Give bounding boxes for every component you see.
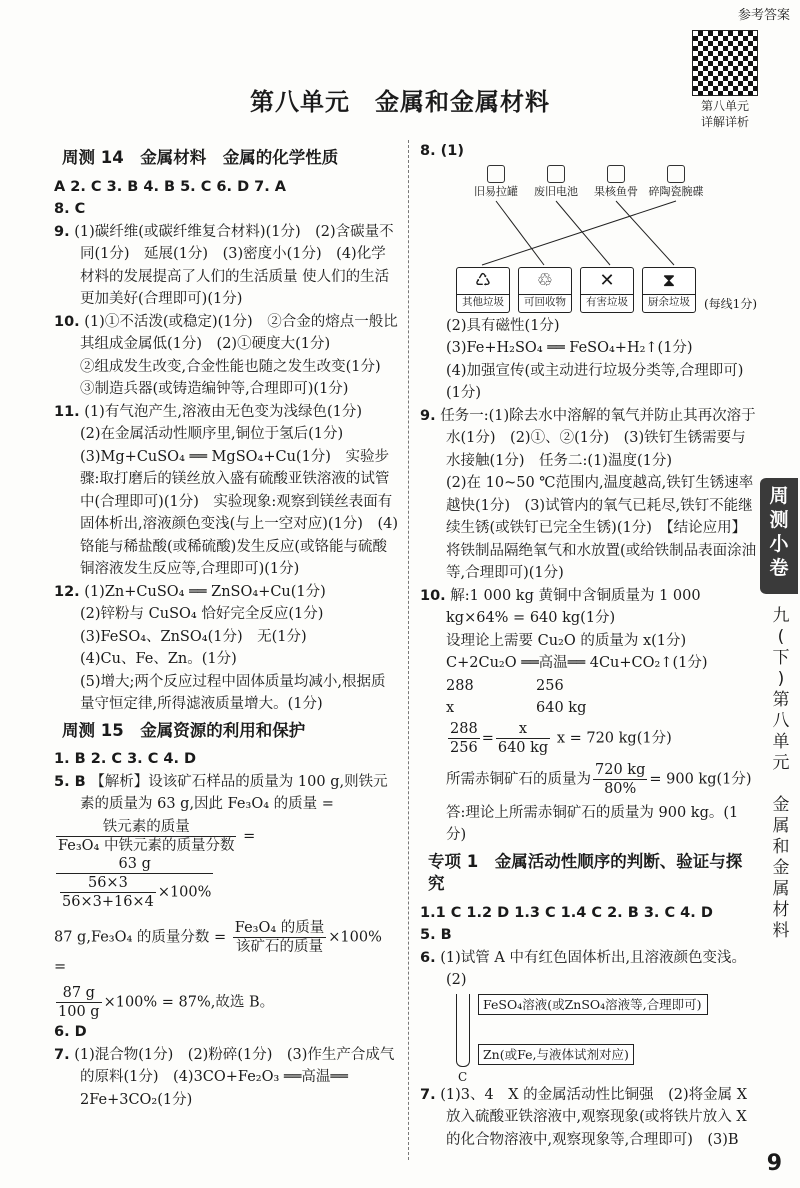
bin-recyclable: ♲ 可回收物 — [518, 267, 572, 313]
answer-item — [420, 585, 758, 630]
answer-text: 任务一:(1)除去水中溶解的氧气并防止其再次溶于水(1分) (2)①、②(1分) (3)铁钉生锈需要与水接触(1分) 任务二:(1)温度(1分) — [440, 407, 756, 469]
test-tube-icon — [456, 994, 470, 1067]
vertical-side-label: 九 ( 下 ) 第 八 单 元 金 属 和 金 属 材 料 — [772, 606, 790, 941]
question-number: 9. — [54, 223, 70, 240]
answer-text: 解:1 000 kg 黄铜中含铜质量为 1 000 kg×64% = 640 kg(1分) — [446, 587, 701, 626]
fraction-line-1: $\frac{\text{铁元素的质量}}{\text{Fe₃O₄ 中铁元素的质量分数}}$ = 63 g $\frac{56\times 3}{56\times 3+16\times 4}$ ×100% — [58, 818, 256, 910]
sorting-diagram — [454, 165, 758, 315]
answer-text: (1)Zn+CuSO₄ ══ ZnSO₄+Cu(1分) — [84, 583, 326, 600]
battery-icon — [547, 165, 565, 183]
qr-caption-line: 详解详析 — [700, 115, 749, 129]
answer-text: (1)碳纤维(或碳纤维复合材料)(1分) (2)含碳量不同(1分) 延展(1分) (3)密度小(1分) (4)化学材料的发展提高了人们的生活质量 使人们的生活更加美好(合理即可)(1分) — [74, 223, 394, 307]
answer-line: 答:理论上所需赤铜矿石的质量为 900 kg。(1分) — [446, 804, 739, 843]
answer-line: 6. D — [54, 1024, 87, 1040]
page-title: 第八单元 金属和金属材料 — [250, 88, 550, 116]
question-number: 5. B — [54, 773, 86, 790]
answer-continuation: (3)FeSO₄、ZnSO₄(1分) 无(1分) — [80, 628, 307, 645]
bin-other: ♺ 其他垃圾 — [456, 267, 510, 313]
question-number: 12. — [54, 583, 80, 600]
ceramic-icon — [667, 165, 685, 183]
question-number: 6. — [420, 949, 436, 966]
answer-item — [420, 1084, 758, 1152]
answer-line: A 2. C 3. B 4. B 5. C 6. D 7. A — [54, 178, 287, 195]
answer-line: 1. B 2. C 3. C 4. D — [54, 751, 197, 767]
answer-text: (1)试管 A 中有红色固体析出,且溶液颜色变浅。 — [440, 949, 747, 966]
section-heading: 周测 15 金属资源的利用和保护 — [62, 720, 306, 740]
question-number: 11. — [54, 403, 80, 420]
item-can: 旧易拉罐 — [466, 165, 526, 199]
answer-item — [54, 221, 398, 311]
column-divider — [408, 140, 409, 1160]
page-number: 9 — [766, 1151, 782, 1176]
answer-text: (1)有气泡产生,溶液由无色变为浅绿色(1分) — [84, 403, 362, 420]
ratio-line: $\frac{288}{256}$ = $\frac{x}{640 kg}$ x = 720 kg(1分) — [450, 720, 672, 756]
question-number: 9. — [420, 407, 436, 424]
bin-hazardous: ✕ 有害垃圾 — [580, 267, 634, 313]
tube-c-label: C — [458, 1069, 468, 1084]
answer-text: 【解析】设该矿石样品的质量为 100 g,则铁元素的质量为 63 g,因此 Fe₃O₄ 的质量 = — [80, 773, 388, 812]
match-line — [482, 201, 676, 265]
solution-label: FeSO₄溶液(或ZnSO₄溶液等,合理即可) — [478, 994, 708, 1015]
match-line — [556, 201, 610, 265]
answer-continuation: (2) — [446, 972, 467, 988]
answer-item — [54, 581, 398, 604]
answer-line: 5. B — [420, 927, 452, 943]
answer-continuation: ③制造兵器(或铸造编钟等,合理即可)(1分) — [80, 381, 349, 397]
item-fishbone: 果核鱼骨 — [586, 165, 646, 199]
right-answers-3 — [420, 1084, 758, 1152]
answer-continuation: (3)Fe+H₂SO₄ ══ FeSO₄+H₂↑(1分) — [446, 340, 693, 356]
hazard-icon: ✕ — [599, 269, 615, 291]
section-heading: 周测 14 金属材料 金属的化学性质 — [62, 148, 339, 167]
can-icon — [487, 165, 505, 183]
answer-item — [420, 947, 758, 970]
answer-continuation: (4)加强宣传(或主动进行垃圾分类等,合理即可)(1分) — [446, 362, 744, 401]
equation: C+2Cu₂O ══高温══ 4Cu+CO₂↑(1分) — [446, 655, 708, 671]
right-answers-2 — [420, 851, 758, 992]
answer-item — [54, 771, 398, 816]
per-line-note: (每线1分) — [704, 296, 757, 311]
bin-kitchen: ⧗ 厨余垃圾 — [642, 267, 696, 313]
answer-continuation: 设理论上需要 Cu₂O 的质量为 x(1分) — [446, 632, 687, 649]
equation-block — [420, 652, 758, 847]
answer-continuation: ②组成发生改变,合金性能也随之发生改变(1分) — [80, 358, 381, 375]
item-ceramic: 碎陶瓷腕碟 — [646, 165, 706, 199]
answer-text: (1)3、4 X 的金属活动性比铜强 (2)将金属 X 放入硫酸亚铁溶液中,观察现象(或将铁片放入 X 的化合物溶液中,观察现象等,合理即可) (3)B — [440, 1086, 748, 1148]
equation-row: x 640 kg — [446, 700, 587, 716]
answer-line: 8. C — [54, 201, 86, 217]
answer-text: (1)①不活泼(或稳定)(1分) ②合金的熔点一般比其组成金属低(1分) (2)①硬度大(1分) — [80, 313, 398, 352]
metal-label: Zn(或Fe,与液体试剂对应) — [478, 1044, 634, 1065]
test-tube-diagram — [456, 992, 758, 1084]
left-answers — [54, 147, 398, 816]
recycle-icon: ♲ — [536, 269, 554, 291]
fraction-line-3: $\frac{87 g}{100 g}$ ×100% = 87%,故选 B。 — [58, 985, 275, 1020]
match-line — [616, 201, 674, 265]
answer-item — [54, 1044, 398, 1112]
answer-continuation: (5)增大;两个反应过程中固体质量均减小,根据质量守恒定律,所得滤液质量增大。(1分) — [80, 673, 386, 712]
answer-continuation: (2)在 10~50 ℃范围内,温度越高,铁钉生锈速率越快(1分) (3)试管内的氧气已耗尽,铁钉不能继续生锈(或铁钉已完全生锈)(1分) 【结论应用】将铁制品隔绝氧气和水放置(或给铁制品表面涂油等,合理即可)(1分) — [446, 475, 757, 581]
question-number: 7. — [420, 1086, 436, 1103]
answer-continuation: (2)具有磁性(1分) — [446, 317, 560, 334]
ore-line: 所需赤铜矿石的质量为 $\frac{720 kg}{80\%}$ = 900 kg(1分) — [446, 761, 752, 797]
left-column — [54, 143, 398, 1111]
equation-row: 288 256 — [446, 677, 564, 694]
question-number: 10. — [54, 313, 80, 330]
hourglass-icon: ⧗ — [662, 269, 676, 291]
answer-continuation: (2)锌粉与 CuSO₄ 恰好完全反应(1分) — [80, 606, 324, 622]
match-line — [496, 201, 544, 265]
answer-text: (1)混合物(1分) (2)粉碎(1分) (3)作生产合成气的原料(1分) (4)3CO+Fe₂O₃ ══高温══ 2Fe+3CO₂(1分) — [74, 1046, 395, 1108]
answer-continuation: (3)Mg+CuSO₄ ══ MgSO₄+Cu(1分) 实验步骤:取打磨后的镁丝放入盛有硫酸亚铁溶液的试管中(合理即可)(1分) 实验现象:观察到镁丝表面有固体析出,溶液颜色变浅(与上一空对应)(1分) (4)铬能与稀盐酸(或稀硫酸)发生反应(或铬能与硫酸铜溶液发生反应等,合理即可)(1分) — [80, 448, 399, 577]
section-heading: 专项 1 金属活动性顺序的判断、验证与探究 — [428, 851, 743, 893]
answer-line: 1.1 C 1.2 D 1.3 C 1.4 C 2. B 3. C 4. D — [420, 904, 713, 921]
answer-item — [54, 311, 398, 356]
answer-tag: 参考答案 — [737, 8, 790, 23]
fraction-line-2: 87 g,Fe₃O₄ 的质量分数 = $\frac{\text{Fe₃O₄ 的质量}}{\text{该矿石的质量}}$ ×100% = — [54, 919, 382, 975]
item-battery: 废旧电池 — [526, 165, 586, 199]
question-number: 10. — [420, 587, 446, 604]
right-answers — [420, 315, 758, 653]
recycle-icon: ♺ — [474, 269, 492, 291]
q8-label: 8. (1) — [420, 143, 464, 159]
question-number: 7. — [54, 1046, 70, 1063]
section-tab: 周 测 小 卷 — [760, 478, 798, 594]
answer-item — [54, 401, 398, 424]
answer-continuation: (2)在金属活动性顺序里,铜位于氢后(1分) — [80, 426, 344, 442]
answer-item — [420, 405, 758, 473]
fishbone-icon — [607, 165, 625, 183]
right-column — [420, 140, 758, 1151]
answer-continuation: (4)Cu、Fe、Zn。(1分) — [80, 651, 237, 667]
qr-caption-line: 第八单元 — [700, 99, 749, 113]
left-answers-tail — [54, 1021, 398, 1111]
